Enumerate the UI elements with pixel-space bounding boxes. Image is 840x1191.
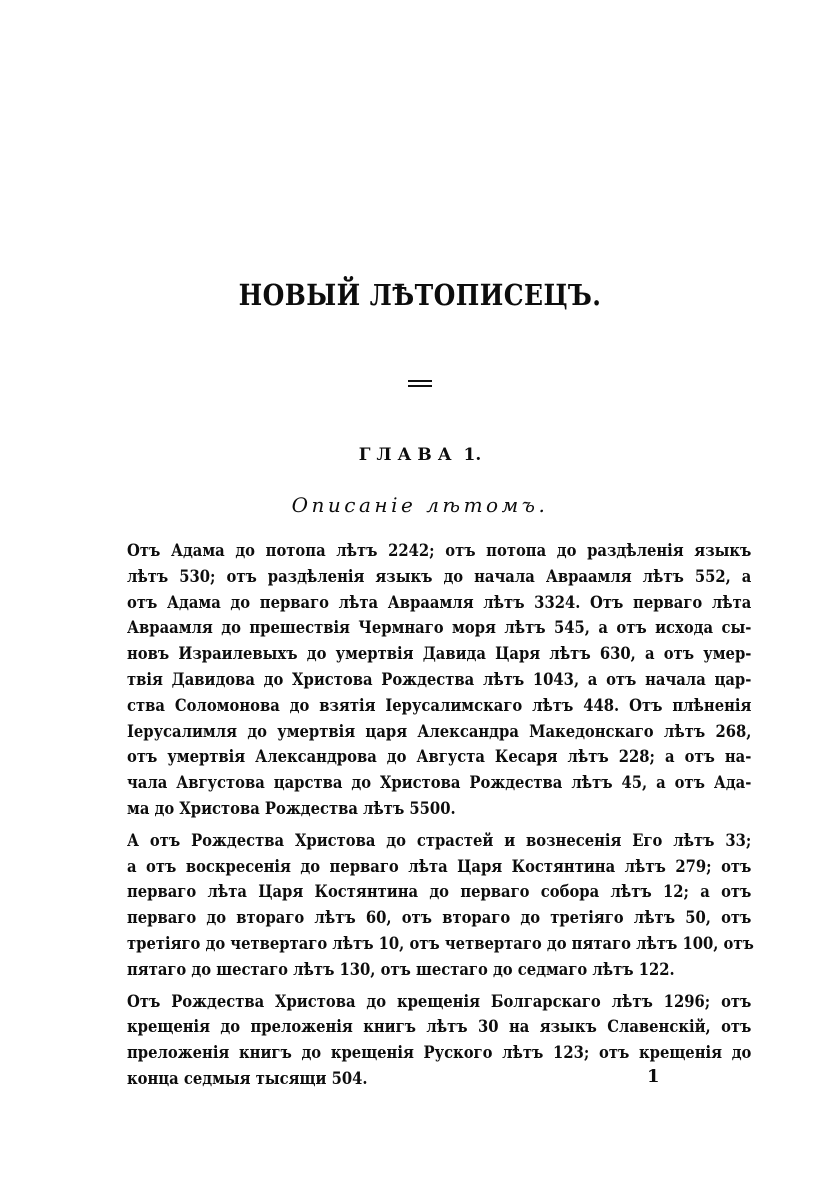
text-line: Отъ Рождества Христова до крещенія Болгарскаго лѣтъ 1296; отъ xyxy=(127,991,752,1011)
page-number: 1 xyxy=(647,1066,660,1087)
text-line: А отъ Рождества Христова до страстей и вознесенія Его лѣтъ 33; xyxy=(127,830,752,850)
text-line: крещенія до преложенія книгъ лѣтъ 30 на языкъ Славенскій, отъ xyxy=(127,1017,752,1037)
chapter-number: 1. xyxy=(463,445,482,465)
text-line: а отъ воскресенія до перваго лѣта Царя Костянтина лѣтъ 279; отъ xyxy=(127,856,752,876)
text-line: преложенія книгъ до крещенія Руского лѣтъ 123; отъ крещенія до xyxy=(127,1043,752,1063)
text-line: твія Давидова до Христова Рождества лѣтъ 1043, а отъ начала цар- xyxy=(127,669,752,689)
text-line: новъ Израилевыхъ до умертвія Давида Царя лѣтъ 630, а отъ умер- xyxy=(127,644,752,664)
text-line: ма до Христова Рождества лѣтъ 5500. xyxy=(127,798,456,818)
paragraph-1 xyxy=(127,538,752,822)
text-line: чала Августова царства до Христова Рождества лѣтъ 45, а отъ Ада- xyxy=(127,773,752,793)
text-line: конца седмыя тысящи 504. xyxy=(127,1068,368,1088)
text-line: Іерусалимля до умертвія царя Александра Македонскаго лѣтъ 268, xyxy=(127,721,752,741)
double-rule-divider xyxy=(408,380,432,387)
text-line: Отъ Адама до потопа лѣтъ 2242; отъ потопа до раздѣленія языкъ xyxy=(127,541,752,560)
text-line: перваго до втораго лѣтъ 60, отъ втораго до третіяго лѣтъ 50, отъ xyxy=(127,908,752,928)
text-line: лѣтъ 530; отъ раздѣленія языкъ до начала Авраамля лѣтъ 552, а xyxy=(127,566,752,586)
text-line: перваго лѣта Царя Костянтина до перваго собора лѣтъ 12; а отъ xyxy=(127,882,752,902)
text-line: Авраамля до прешествія Чермнаго моря лѣтъ 545, а отъ исхода сы- xyxy=(127,618,752,638)
body-text xyxy=(127,538,752,1098)
text-line: ства Соломонова до взятія Іерусалимскаго лѣтъ 448. Отъ плѣненія xyxy=(127,695,752,715)
chapter-word: ГЛАВА xyxy=(358,445,458,465)
text-line: отъ умертвія Александрова до Августа Кесаря лѣтъ 228; а отъ на- xyxy=(127,747,752,767)
text-line: пятаго до шестаго лѣтъ 130, отъ шестаго до седмаго лѣтъ 122. xyxy=(127,959,675,979)
chapter-heading xyxy=(0,445,840,465)
section-subtitle: Описаніе лѣтомъ. xyxy=(291,493,549,517)
text-line: отъ Адама до перваго лѣта Авраамля лѣтъ 3324. Отъ перваго лѣта xyxy=(127,592,752,612)
chronicle-title: НОВЫЙ ЛѢТОПИСЕЦЪ. xyxy=(238,278,602,312)
paragraph-2 xyxy=(127,828,752,983)
text-line: третіяго до четвертаго лѣтъ 10, отъ четвертаго до пятаго лѣтъ 100, отъ xyxy=(127,933,754,953)
